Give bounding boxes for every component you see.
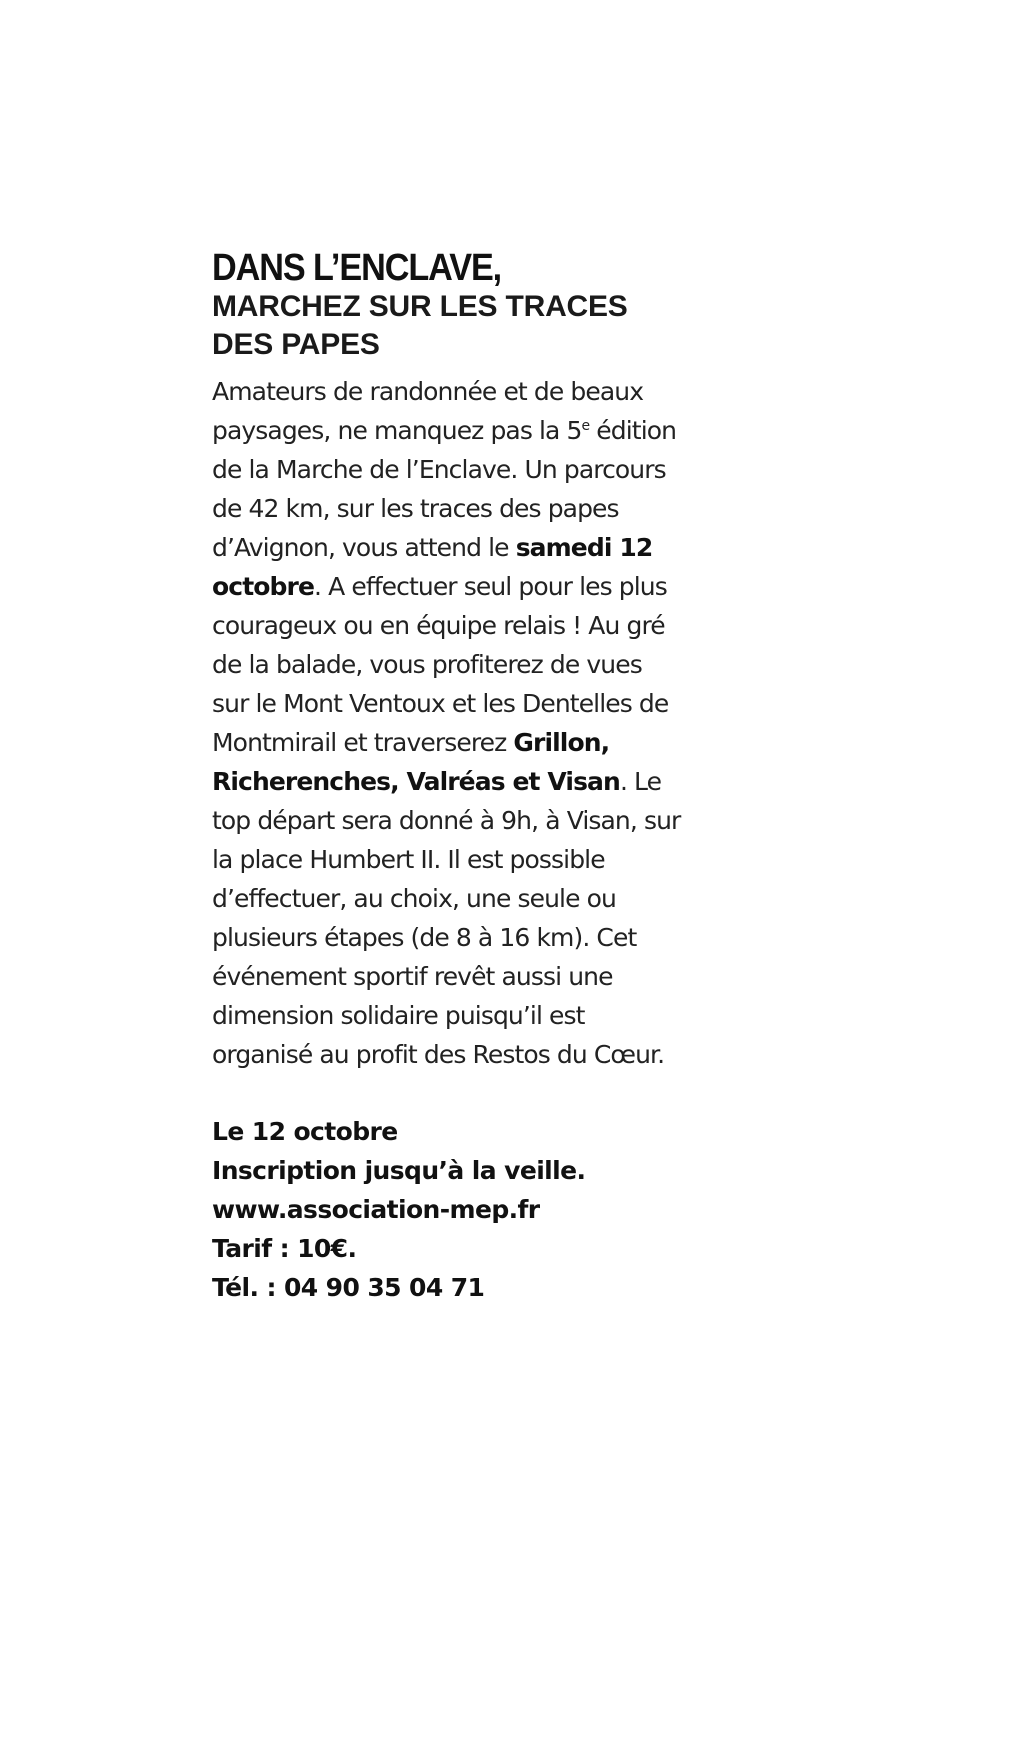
- info-date: Le 12 octobre: [212, 1117, 398, 1146]
- body-text-2: édition de la Marche de l’Enclave. Un parcours de 42 km, sur les traces des papes d’Avignon, vous attend le: [212, 416, 677, 562]
- article-title: DANS L’ENCLAVE,: [212, 247, 502, 289]
- article-subtitle: MARCHEZ SUR LES TRACES DES PAPES: [212, 290, 628, 361]
- villages-highlight: Grillon, Richerenches, Valréas et Visan: [212, 728, 620, 796]
- ordinal-superscript: e: [581, 418, 590, 434]
- article-body: [212, 372, 682, 1074]
- info-phone: Tél. : 04 90 35 04 71: [212, 1273, 485, 1302]
- body-text-4: . Le top départ sera donné à 9h, à Visan, sur la place Humbert II. Il est possible d’effectuer, au choix, une seule ou plusieurs étapes (de 8 à 16 km). Cet événement sportif revêt aussi une dimension solidaire puisqu’il est organisé au profit des Restos du Cœur.: [212, 767, 681, 1069]
- info-inscription: Inscription jusqu’à la veille.: [212, 1156, 586, 1185]
- event-date-highlight: samedi 12 octobre: [212, 533, 653, 601]
- practical-info: [212, 1112, 682, 1307]
- website-link[interactable]: www.association-mep.fr: [212, 1195, 540, 1224]
- body-text-1: Amateurs de randonnée et de beaux paysages, ne manquez pas la 5: [212, 377, 644, 445]
- body-text-3: . A effectuer seul pour les plus courageux ou en équipe relais ! Au gré de la balade, vous profiterez de vues sur le Mont Ventoux et les Dentelles de Montmirail et traverserez: [212, 572, 669, 757]
- article: [212, 248, 682, 1307]
- info-tarif: Tarif : 10€.: [212, 1234, 357, 1263]
